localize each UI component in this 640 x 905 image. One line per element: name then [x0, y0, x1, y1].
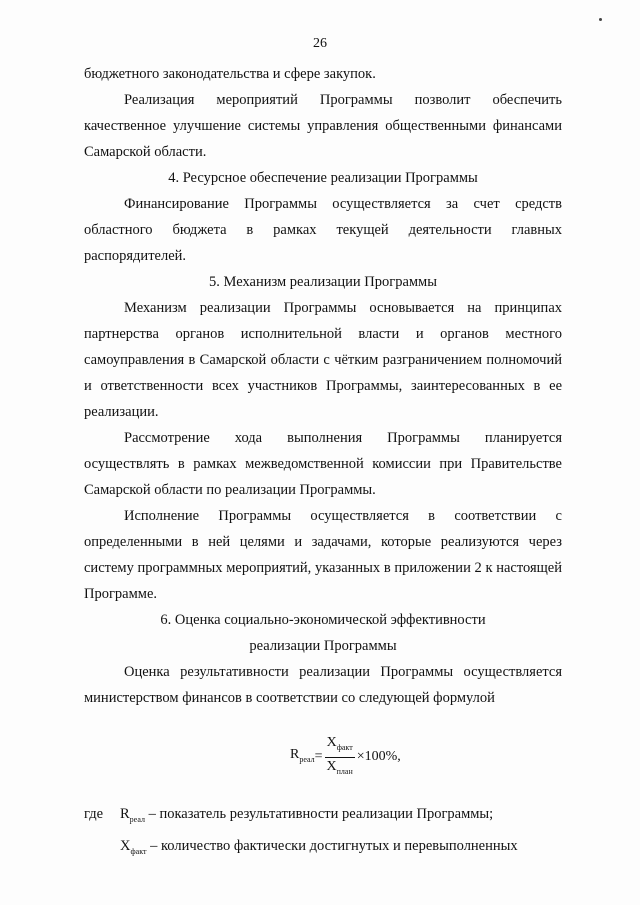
formula-equals: =: [314, 749, 323, 765]
paragraph-6: Исполнение Программы осуществляется в соответствии с определенными в ней целями и задачами, которые реализуются через систему программных мероприятий, указанных в приложении 2 к настоящей Программе.: [84, 508, 562, 602]
paragraph-1: бюджетного законодательства и сфере закупок.: [84, 66, 376, 82]
formula-definitions: [84, 801, 562, 865]
formula-numerator: $X_{факт}$: [325, 735, 355, 758]
document-body: [84, 61, 562, 865]
definition-x-fact: $X_{факт}$ – количество фактически достигнутых и перевыполненных: [120, 837, 518, 856]
paragraph-3: Финансирование Программы осуществляется за счет средств областного бюджета в рамках текущей деятельности главных распорядителей.: [84, 196, 562, 264]
efficiency-formula: [84, 725, 562, 797]
scan-speck: [599, 18, 602, 21]
paragraph-7: Оценка результативности реализации Программы осуществляется министерством финансов в соответствии со следующей формулой: [84, 664, 562, 706]
formula-denominator: $X_{план}$: [326, 758, 353, 776]
formula-fraction: [325, 735, 355, 780]
section-heading-6-line-1: 6. Оценка социально-экономической эффективности: [160, 612, 486, 628]
definition-r: где $R_{реал}$ – показатель результативности реализации Программы;: [84, 801, 562, 833]
paragraph-2: Реализация мероприятий Программы позволит обеспечить качественное улучшение системы управления общественными финансами Самарской области.: [84, 92, 562, 160]
section-heading-4: 4. Ресурсное обеспечение реализации Программы: [168, 170, 478, 186]
formula-tail: ×100%,: [356, 749, 401, 765]
where-label: где: [84, 806, 104, 822]
paragraph-4: Механизм реализации Программы основывается на принципах партнерства органов исполнительной власти и органов местного самоуправления в Самарской области с чётким разграничением полномочий и ответственности всех участников Программы, заинтересованных в ее реализации.: [84, 300, 562, 420]
section-heading-5: 5. Механизм реализации Программы: [209, 274, 437, 290]
section-heading-6-line-2: реализации Программы: [249, 638, 397, 654]
paragraph-5: Рассмотрение хода выполнения Программы планируется осуществлять в рамках межведомственной комиссии при Правительстве Самарской области по реализации Программы.: [84, 430, 562, 498]
page-number: 26: [313, 36, 327, 51]
formula-lhs: $R_{реал}$: [290, 746, 315, 764]
